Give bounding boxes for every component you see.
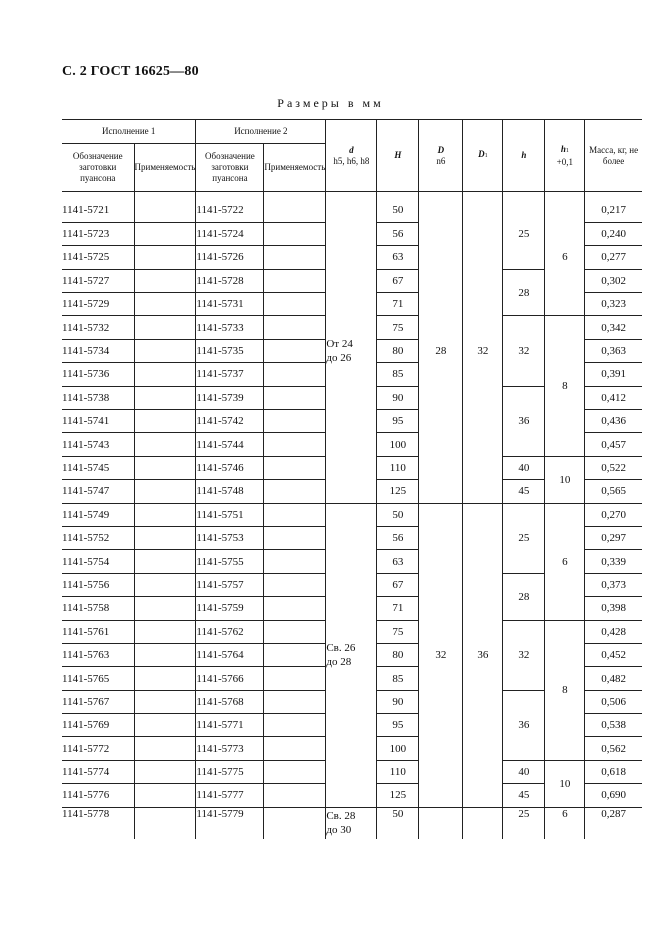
cell-designation-2: 1141-5728 — [196, 269, 264, 292]
cell-applicability-2 — [264, 737, 326, 760]
cell-applicability-1 — [134, 339, 196, 362]
cell-mass: 0,323 — [585, 293, 642, 316]
cell-H: 50 — [377, 503, 419, 526]
cell-designation-2: 1141-5726 — [196, 246, 264, 269]
cell-H: 71 — [377, 597, 419, 620]
cell-applicability-1 — [134, 667, 196, 690]
cell-h1: 10 — [545, 760, 585, 807]
cell-mass: 0,690 — [585, 784, 642, 807]
table-row — [62, 807, 642, 839]
cell-designation-1: 1141-5734 — [62, 339, 134, 362]
cell-applicability-2 — [264, 199, 326, 222]
cell-applicability-1 — [134, 503, 196, 526]
group-header-ispolnenie1: Исполнение 1 — [62, 120, 196, 144]
cell-applicability-2 — [264, 293, 326, 316]
cell-H: 125 — [377, 784, 419, 807]
table-row — [62, 503, 642, 526]
cell-H: 85 — [377, 667, 419, 690]
cell-designation-1: 1141-5741 — [62, 410, 134, 433]
cell-H: 125 — [377, 480, 419, 503]
cell-d-range: Св. 26 до 28 — [326, 503, 377, 807]
cell-mass: 0,428 — [585, 620, 642, 643]
cell-applicability-2 — [264, 316, 326, 339]
cell-mass: 0,412 — [585, 386, 642, 409]
cell-applicability-2 — [264, 573, 326, 596]
cell-designation-1: 1141-5736 — [62, 363, 134, 386]
col-header-mass: Масса, кг, не более — [585, 120, 642, 192]
cell-h1: 10 — [545, 456, 585, 503]
cell-designation-1: 1141-5756 — [62, 573, 134, 596]
cell-applicability-1 — [134, 386, 196, 409]
cell-applicability-2 — [264, 433, 326, 456]
cell-applicability-2 — [264, 269, 326, 292]
cell-H: 95 — [377, 714, 419, 737]
cell-applicability-1 — [134, 714, 196, 737]
table-caption: Размеры в мм — [277, 96, 384, 110]
cell-applicability-1 — [134, 690, 196, 713]
cell-applicability-1 — [134, 784, 196, 807]
col-header-applicability-1: Применяемость — [134, 144, 196, 192]
cell-h: 40 — [503, 456, 545, 479]
cell-designation-1: 1141-5754 — [62, 550, 134, 573]
cell-applicability-1 — [134, 480, 196, 503]
cell-h: 25 — [503, 503, 545, 573]
cell-applicability-2 — [264, 620, 326, 643]
cell-designation-2: 1141-5771 — [196, 714, 264, 737]
cell-mass: 0,391 — [585, 363, 642, 386]
cell-D: 28 — [419, 199, 463, 503]
cell-designation-2: 1141-5753 — [196, 526, 264, 549]
cell-designation-1: 1141-5747 — [62, 480, 134, 503]
cell-applicability-1 — [134, 550, 196, 573]
cell-mass: 0,522 — [585, 456, 642, 479]
cell-H: 90 — [377, 386, 419, 409]
cell-applicability-1 — [134, 410, 196, 433]
cell-h1: 8 — [545, 316, 585, 456]
cell-mass: 0,302 — [585, 269, 642, 292]
cell-mass: 0,562 — [585, 737, 642, 760]
cell-applicability-1 — [134, 526, 196, 549]
cell-designation-2: 1141-5766 — [196, 667, 264, 690]
cell-designation-2: 1141-5735 — [196, 339, 264, 362]
cell-H: 80 — [377, 339, 419, 362]
cell-applicability-1 — [134, 363, 196, 386]
cell-designation-1: 1141-5749 — [62, 503, 134, 526]
cell-mass: 0,342 — [585, 316, 642, 339]
cell-mass: 0,538 — [585, 714, 642, 737]
cell-D: 32 — [419, 503, 463, 807]
page-header: С. 2 ГОСТ 16625—80 — [62, 64, 199, 79]
cell-applicability-1 — [134, 737, 196, 760]
cell-H: 71 — [377, 293, 419, 316]
cell-designation-2: 1141-5733 — [196, 316, 264, 339]
cell-H: 67 — [377, 269, 419, 292]
cell-designation-1: 1141-5745 — [62, 456, 134, 479]
col-header-h1: h1 +0,1 — [545, 120, 585, 192]
cell-designation-2: 1141-5759 — [196, 597, 264, 620]
cell-h1: 6 — [545, 807, 585, 839]
cell-H: 110 — [377, 456, 419, 479]
cell-designation-2: 1141-5775 — [196, 760, 264, 783]
col-header-designation-1: Обозначение заготовки пуансона — [62, 144, 134, 192]
cell-applicability-2 — [264, 480, 326, 503]
cell-h: 32 — [503, 620, 545, 690]
cell-h: 45 — [503, 784, 545, 807]
cell-applicability-2 — [264, 690, 326, 713]
col-header-D: D n6 — [419, 120, 463, 192]
col-header-applicability-2: Применяемость — [264, 144, 326, 192]
cell-designation-1: 1141-5758 — [62, 597, 134, 620]
cell-applicability-2 — [264, 386, 326, 409]
cell-designation-2: 1141-5773 — [196, 737, 264, 760]
cell-H: 50 — [377, 199, 419, 222]
cell-applicability-2 — [264, 339, 326, 362]
cell-applicability-2 — [264, 784, 326, 807]
cell-mass: 0,287 — [601, 807, 626, 820]
cell-applicability-2 — [264, 643, 326, 666]
cell-applicability-2 — [264, 363, 326, 386]
cell-H: 63 — [377, 550, 419, 573]
cell-mass: 0,297 — [585, 526, 642, 549]
cell-D1 — [463, 807, 503, 839]
cell-D — [419, 807, 463, 839]
cell-applicability-1 — [134, 293, 196, 316]
cell-h: 28 — [503, 269, 545, 316]
cell-applicability-2 — [264, 410, 326, 433]
cell-designation-1: 1141-5732 — [62, 316, 134, 339]
cell-H: 100 — [377, 433, 419, 456]
cell-mass: 0,506 — [585, 690, 642, 713]
cell-designation-1: 1141-5776 — [62, 784, 134, 807]
cell-designation-1: 1141-5767 — [62, 690, 134, 713]
cell-designation-1: 1141-5752 — [62, 526, 134, 549]
cell-H: 85 — [377, 363, 419, 386]
cell-applicability-2 — [264, 456, 326, 479]
col-header-H: H — [377, 120, 419, 192]
cell-designation-1: 1141-5738 — [62, 386, 134, 409]
cell-designation-2: 1141-5751 — [196, 503, 264, 526]
col-header-h: h — [503, 120, 545, 192]
cell-applicability-1 — [134, 433, 196, 456]
cell-designation-2: 1141-5722 — [196, 199, 264, 222]
cell-applicability-1 — [134, 573, 196, 596]
cell-H: 80 — [377, 643, 419, 666]
cell-designation-2: 1141-5739 — [196, 386, 264, 409]
cell-mass: 0,373 — [585, 573, 642, 596]
cell-D1: 36 — [463, 503, 503, 807]
cell-H: 75 — [377, 316, 419, 339]
cell-H: 90 — [377, 690, 419, 713]
cell-designation-1: 1141-5772 — [62, 737, 134, 760]
cell-mass: 0,452 — [585, 643, 642, 666]
cell-designation-2: 1141-5768 — [196, 690, 264, 713]
dimensions-table — [62, 119, 642, 839]
cell-applicability-1 — [134, 269, 196, 292]
cell-H: 95 — [377, 410, 419, 433]
cell-applicability-2 — [264, 807, 326, 839]
cell-H: 67 — [377, 573, 419, 596]
cell-applicability-2 — [264, 503, 326, 526]
cell-designation-2: 1141-5742 — [196, 410, 264, 433]
cell-h: 25 — [503, 199, 545, 269]
cell-D1: 32 — [463, 199, 503, 503]
cell-designation-2: 1141-5779 — [196, 807, 244, 820]
cell-h: 36 — [503, 386, 545, 456]
cell-mass: 0,398 — [585, 597, 642, 620]
cell-designation-1: 1141-5763 — [62, 643, 134, 666]
cell-applicability-1 — [134, 760, 196, 783]
cell-designation-1: 1141-5723 — [62, 222, 134, 245]
cell-applicability-2 — [264, 667, 326, 690]
cell-H: 56 — [377, 222, 419, 245]
cell-H: 100 — [377, 737, 419, 760]
cell-H: 56 — [377, 526, 419, 549]
cell-applicability-2 — [264, 597, 326, 620]
cell-designation-2: 1141-5746 — [196, 456, 264, 479]
cell-applicability-1 — [134, 199, 196, 222]
cell-applicability-1 — [134, 643, 196, 666]
cell-applicability-2 — [264, 526, 326, 549]
cell-designation-2: 1141-5764 — [196, 643, 264, 666]
col-header-designation-2: Обозначение заготовки пуансона — [196, 144, 264, 192]
cell-mass: 0,363 — [585, 339, 642, 362]
table-row — [62, 199, 642, 222]
cell-designation-2: 1141-5744 — [196, 433, 264, 456]
cell-mass: 0,436 — [585, 410, 642, 433]
cell-h: 32 — [503, 316, 545, 386]
cell-applicability-2 — [264, 714, 326, 737]
cell-designation-2: 1141-5757 — [196, 573, 264, 596]
cell-applicability-1 — [134, 316, 196, 339]
cell-h: 25 — [503, 807, 545, 839]
cell-applicability-2 — [264, 760, 326, 783]
cell-H: 50 — [377, 807, 419, 839]
cell-designation-1: 1141-5765 — [62, 667, 134, 690]
cell-designation-2: 1141-5762 — [196, 620, 264, 643]
group-header-ispolnenie2: Исполнение 2 — [196, 120, 326, 144]
cell-d-range: От 24 до 26 — [326, 199, 377, 503]
cell-designation-1: 1141-5774 — [62, 760, 134, 783]
cell-h1: 8 — [545, 620, 585, 760]
cell-applicability-1 — [134, 620, 196, 643]
cell-applicability-2 — [264, 222, 326, 245]
cell-designation-2: 1141-5724 — [196, 222, 264, 245]
cell-applicability-1 — [134, 456, 196, 479]
cell-h: 36 — [503, 690, 545, 760]
cell-designation-1: 1141-5727 — [62, 269, 134, 292]
cell-mass: 0,457 — [585, 433, 642, 456]
cell-mass: 0,217 — [585, 199, 642, 222]
cell-applicability-2 — [264, 550, 326, 573]
cell-designation-1: 1141-5778 — [62, 807, 110, 820]
cell-designation-1: 1141-5729 — [62, 293, 134, 316]
cell-designation-1: 1141-5743 — [62, 433, 134, 456]
cell-mass: 0,240 — [585, 222, 642, 245]
cell-applicability-2 — [264, 246, 326, 269]
cell-designation-2: 1141-5748 — [196, 480, 264, 503]
cell-mass: 0,565 — [585, 480, 642, 503]
cell-mass: 0,482 — [585, 667, 642, 690]
cell-mass: 0,618 — [585, 760, 642, 783]
col-header-d: d h5, h6, h8 — [326, 120, 377, 192]
cell-designation-1: 1141-5761 — [62, 620, 134, 643]
cell-h: 45 — [503, 480, 545, 503]
cell-applicability-1 — [134, 246, 196, 269]
cell-designation-1: 1141-5725 — [62, 246, 134, 269]
cell-H: 75 — [377, 620, 419, 643]
cell-designation-2: 1141-5777 — [196, 784, 264, 807]
cell-mass: 0,339 — [585, 550, 642, 573]
cell-designation-1: 1141-5721 — [62, 199, 134, 222]
cell-h1: 6 — [545, 503, 585, 620]
cell-mass: 0,270 — [585, 503, 642, 526]
cell-H: 110 — [377, 760, 419, 783]
cell-designation-2: 1141-5737 — [196, 363, 264, 386]
cell-h: 28 — [503, 573, 545, 620]
cell-designation-2: 1141-5755 — [196, 550, 264, 573]
cell-applicability-1 — [134, 807, 196, 839]
cell-applicability-1 — [134, 222, 196, 245]
cell-designation-2: 1141-5731 — [196, 293, 264, 316]
cell-H: 63 — [377, 246, 419, 269]
cell-applicability-1 — [134, 597, 196, 620]
cell-designation-1: 1141-5769 — [62, 714, 134, 737]
cell-d-range: Св. 28 до 30 — [326, 807, 377, 839]
cell-h: 40 — [503, 760, 545, 783]
cell-mass: 0,277 — [585, 246, 642, 269]
cell-h1: 6 — [545, 199, 585, 316]
col-header-D1: D1 — [463, 120, 503, 192]
